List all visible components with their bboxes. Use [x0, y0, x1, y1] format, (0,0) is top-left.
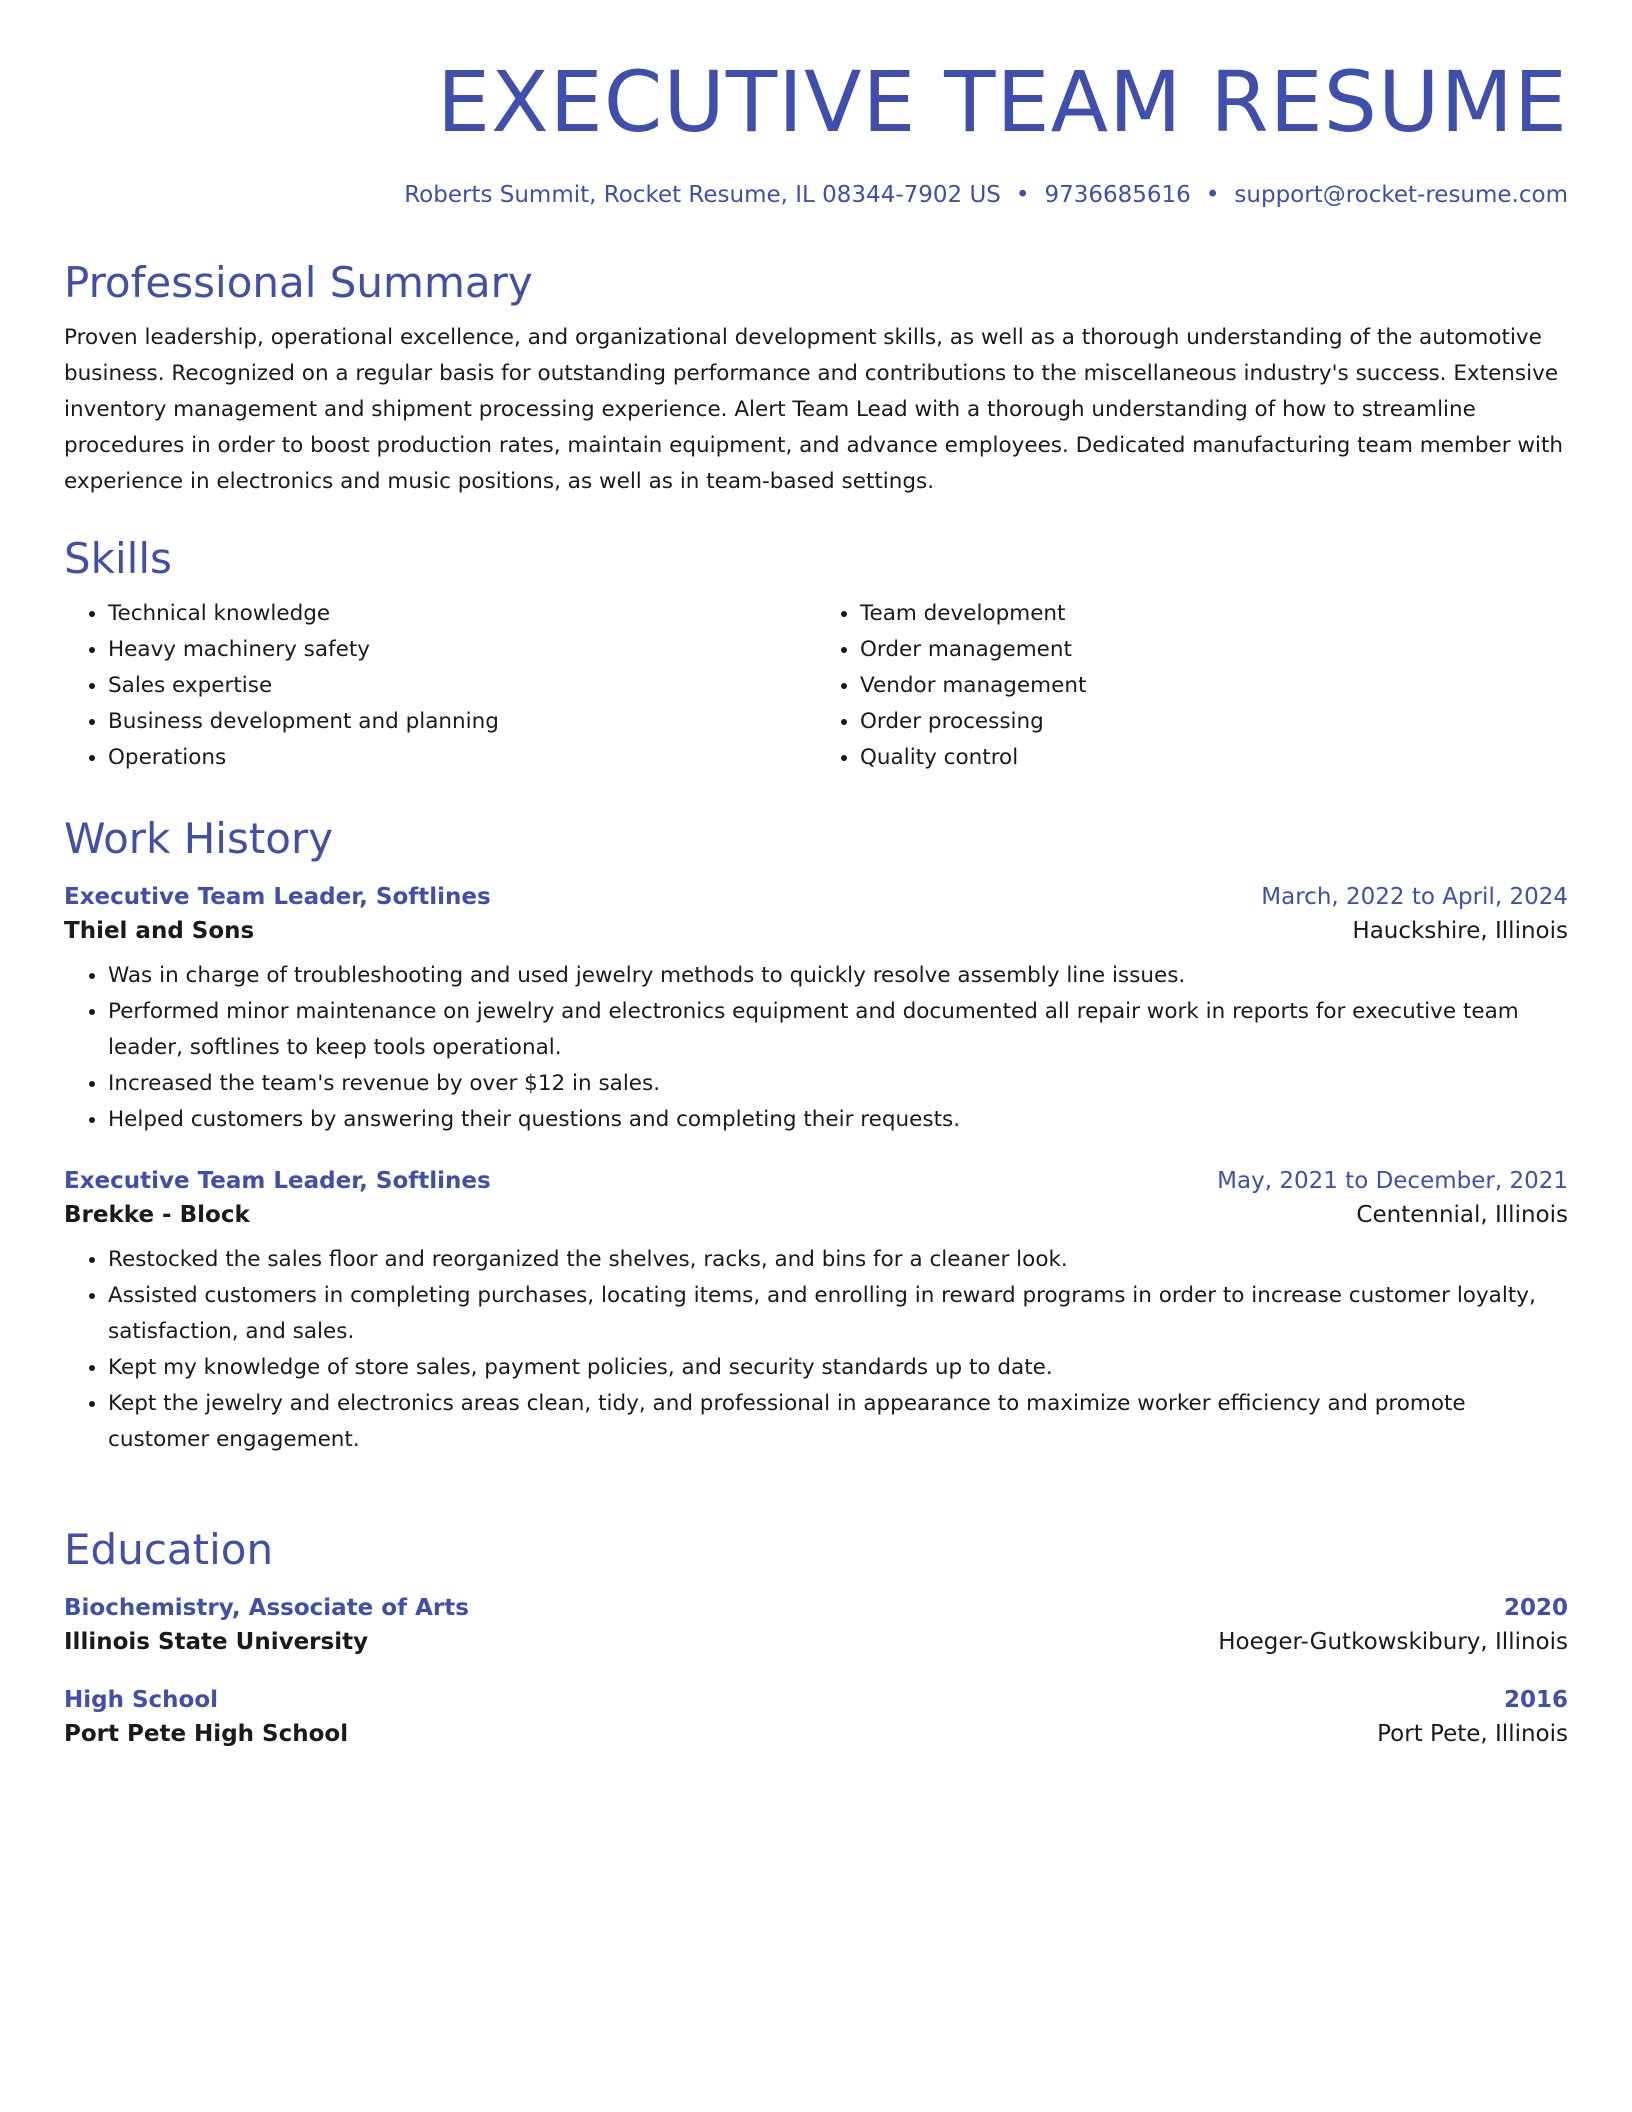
job-bullets — [64, 1242, 1568, 1458]
skill-item: • Quality control — [860, 740, 1568, 776]
education-school: Port Pete High School — [64, 1721, 349, 1747]
skills-grid — [64, 596, 1568, 776]
education-year: 2020 — [1503, 1595, 1568, 1621]
education-degree: High School — [64, 1687, 219, 1713]
education-school: Illinois State University — [64, 1629, 369, 1655]
education-degree-row — [64, 1687, 1568, 1713]
job-bullet: • Kept my knowledge of store sales, payment policies, and security standards up to date. — [108, 1350, 1568, 1386]
job-bullet: • Was in charge of troubleshooting and used jewelry methods to quickly resolve assembly line issues. — [108, 958, 1568, 994]
skill-item: • Business development and planning — [108, 704, 816, 740]
skill-item: • Vendor management — [860, 668, 1568, 704]
skill-item: • Sales expertise — [108, 668, 816, 704]
skills-section — [64, 534, 1568, 776]
job-location: Centennial, Illinois — [1356, 1202, 1568, 1228]
education-entry — [64, 1687, 1568, 1747]
job-entry — [64, 1168, 1568, 1458]
job-bullet: • Restocked the sales floor and reorganized the shelves, racks, and bins for a cleaner look. — [108, 1242, 1568, 1278]
skill-item: • Order processing — [860, 704, 1568, 740]
work-section — [64, 814, 1568, 1458]
job-employer: Thiel and Sons — [64, 918, 255, 944]
education-degree-row — [64, 1595, 1568, 1621]
skill-item: • Technical knowledge — [108, 596, 816, 632]
education-degree: Biochemistry, Associate of Arts — [64, 1595, 469, 1621]
education-location: Port Pete, Illinois — [1377, 1721, 1568, 1747]
job-title-row — [64, 884, 1568, 910]
job-title-row — [64, 1168, 1568, 1194]
job-dates: March, 2022 to April, 2024 — [1261, 884, 1568, 910]
education-year: 2016 — [1503, 1687, 1568, 1713]
job-employer-row — [64, 1202, 1568, 1228]
education-school-row — [64, 1721, 1568, 1747]
job-bullet: • Performed minor maintenance on jewelry and electronics equipment and documented all repair work in reports for executive team leader, softlines to keep tools operational. — [108, 994, 1568, 1066]
job-employer-row — [64, 918, 1568, 944]
contact-line — [404, 182, 1568, 208]
skills-list-right — [816, 596, 1568, 776]
skill-item: • Team development — [860, 596, 1568, 632]
job-bullet: • Helped customers by answering their questions and completing their requests. — [108, 1102, 1568, 1138]
job-entry — [64, 884, 1568, 1138]
education-school-row — [64, 1629, 1568, 1655]
skills-heading: Skills — [64, 534, 172, 583]
education-entry — [64, 1595, 1568, 1655]
summary-section — [64, 258, 1568, 500]
job-employer: Brekke - Block — [64, 1202, 250, 1228]
skill-item: • Heavy machinery safety — [108, 632, 816, 668]
education-heading: Education — [64, 1525, 274, 1574]
summary-text: Proven leadership, operational excellence, and organizational development skills, as well as a thorough understanding of the automotive business. Recognized on a regular basis for outstanding performance and contributions to the miscellaneous industry's success. Extensive inventory management and shipment processing experience. Alert Team Lead with a thorough understanding of how to streamline procedures in order to boost production rates, maintain equipment, and advance employees. Dedicated manufacturing team member with experience in electronics and music positions, as well as in team-based settings. — [64, 325, 1564, 494]
contact-email[interactable]: support@rocket-resume.com — [1234, 182, 1568, 208]
contact-phone[interactable]: 9736685616 — [1044, 182, 1191, 208]
job-location: Hauckshire, Illinois — [1352, 918, 1568, 944]
education-location: Hoeger-Gutkowskibury, Illinois — [1218, 1629, 1568, 1655]
job-title: Executive Team Leader, Softlines — [64, 1168, 491, 1194]
job-dates: May, 2021 to December, 2021 — [1217, 1168, 1568, 1194]
contact-separator: • — [1015, 182, 1030, 208]
summary-heading: Professional Summary — [64, 258, 533, 307]
education-section — [64, 1525, 1568, 1747]
job-bullet: • Assisted customers in completing purchases, locating items, and enrolling in reward programs in order to increase customer loyalty, satisfaction, and sales. — [108, 1278, 1568, 1350]
work-heading: Work History — [64, 814, 334, 863]
job-bullets — [64, 958, 1568, 1138]
skill-item: • Order management — [860, 632, 1568, 668]
skill-item: • Operations — [108, 740, 816, 776]
skills-list-left — [64, 596, 816, 776]
contact-separator: • — [1205, 182, 1220, 208]
resume-name: EXECUTIVE TEAM RESUME — [437, 53, 1568, 151]
job-bullet: • Increased the team's revenue by over $12 in sales. — [108, 1066, 1568, 1102]
contact-address: Roberts Summit, Rocket Resume, IL 08344-7902 US — [404, 182, 1001, 208]
job-bullet: • Kept the jewelry and electronics areas clean, tidy, and professional in appearance to maximize worker efficiency and promote customer engagement. — [108, 1386, 1568, 1458]
job-title: Executive Team Leader, Softlines — [64, 884, 491, 910]
